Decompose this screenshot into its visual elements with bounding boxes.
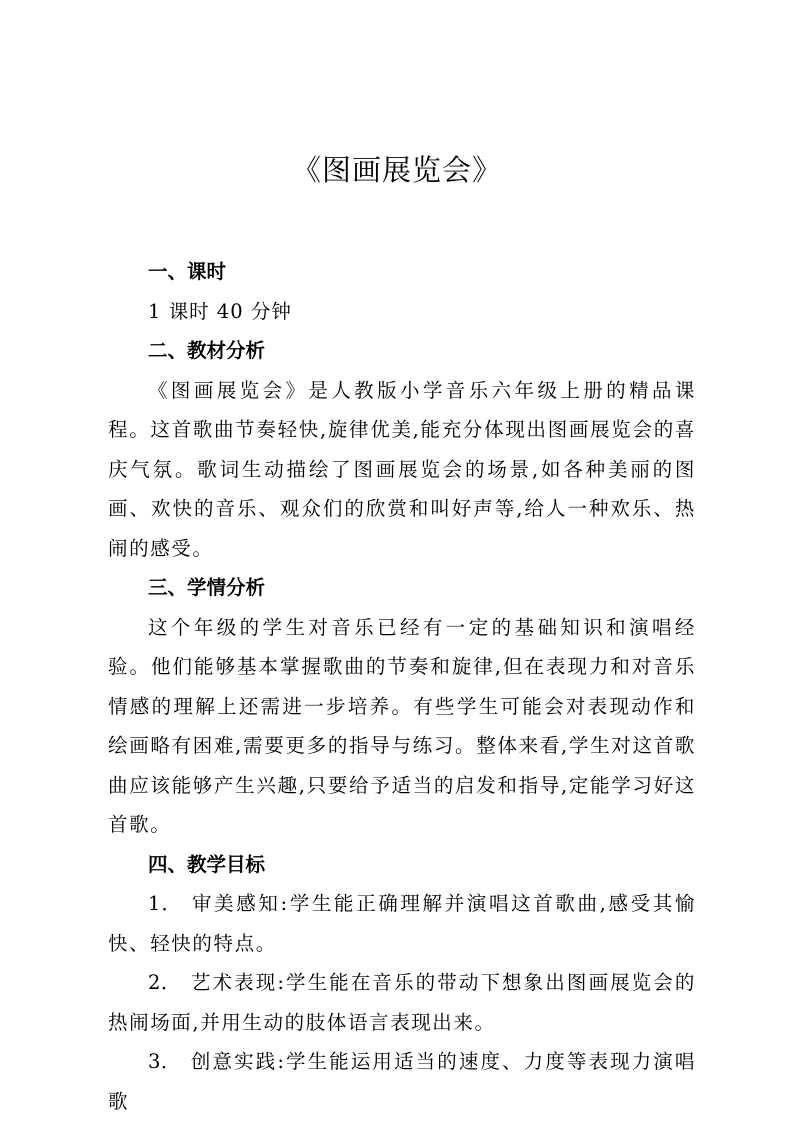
- section-heading-material-analysis: 二、教材分析: [148, 339, 266, 362]
- section-heading-class-hours: 一、课时: [148, 260, 227, 283]
- document-body: [108, 252, 696, 1121]
- goal-number: 3．: [148, 1050, 181, 1073]
- section-heading-teaching-goals: 四、教学目标: [148, 852, 266, 876]
- document-title: 《图画展览会》: [291, 153, 502, 187]
- student-analysis-paragraph: 这个年级的学生对音乐已经有一定的基础知识和演唱经验。他们能够基本掌握歌曲的节奏和旋律,但在表现力和对音乐情感的理解上还需进一步培养。有些学生可能会对表现动作和绘画略有困难,需要更多的指导与练习。整体来看,学生对这首歌曲应该能够产生兴趣,只要给予适当的启发和指导,定能学习好这首歌。: [108, 615, 696, 836]
- goal-text: 艺术表现:学生能在音乐的带动下想象出图画展览会的热闹场面,并用生动的肢体语言表现出来。: [108, 971, 696, 1034]
- teaching-goal-item: [108, 884, 696, 963]
- goal-number: 2．: [148, 971, 181, 994]
- material-analysis-paragraph: 《图画展览会》是人教版小学音乐六年级上册的精品课程。这首歌曲节奏轻快,旋律优美,能充分体现出图画展览会的喜庆气氛。歌词生动描绘了图画展览会的场景,如各种美丽的图画、欢快的音乐、观众们的欣赏和叫好声等,给人一种欢乐、热闹的感受。: [108, 378, 696, 560]
- class-hours-text: 1 课时 40 分钟: [148, 299, 292, 323]
- teaching-goal-item: [108, 963, 696, 1042]
- goal-number: 1．: [148, 892, 182, 915]
- goal-text: 审美感知:学生能正确理解并演唱这首歌曲,感受其愉快、轻快的特点。: [108, 892, 696, 955]
- goal-text: 创意实践:学生能运用适当的速度、力度等表现力演唱歌: [108, 1050, 696, 1113]
- section-heading-student-analysis: 三、学情分析: [148, 576, 266, 599]
- teaching-goal-item: [108, 1042, 696, 1121]
